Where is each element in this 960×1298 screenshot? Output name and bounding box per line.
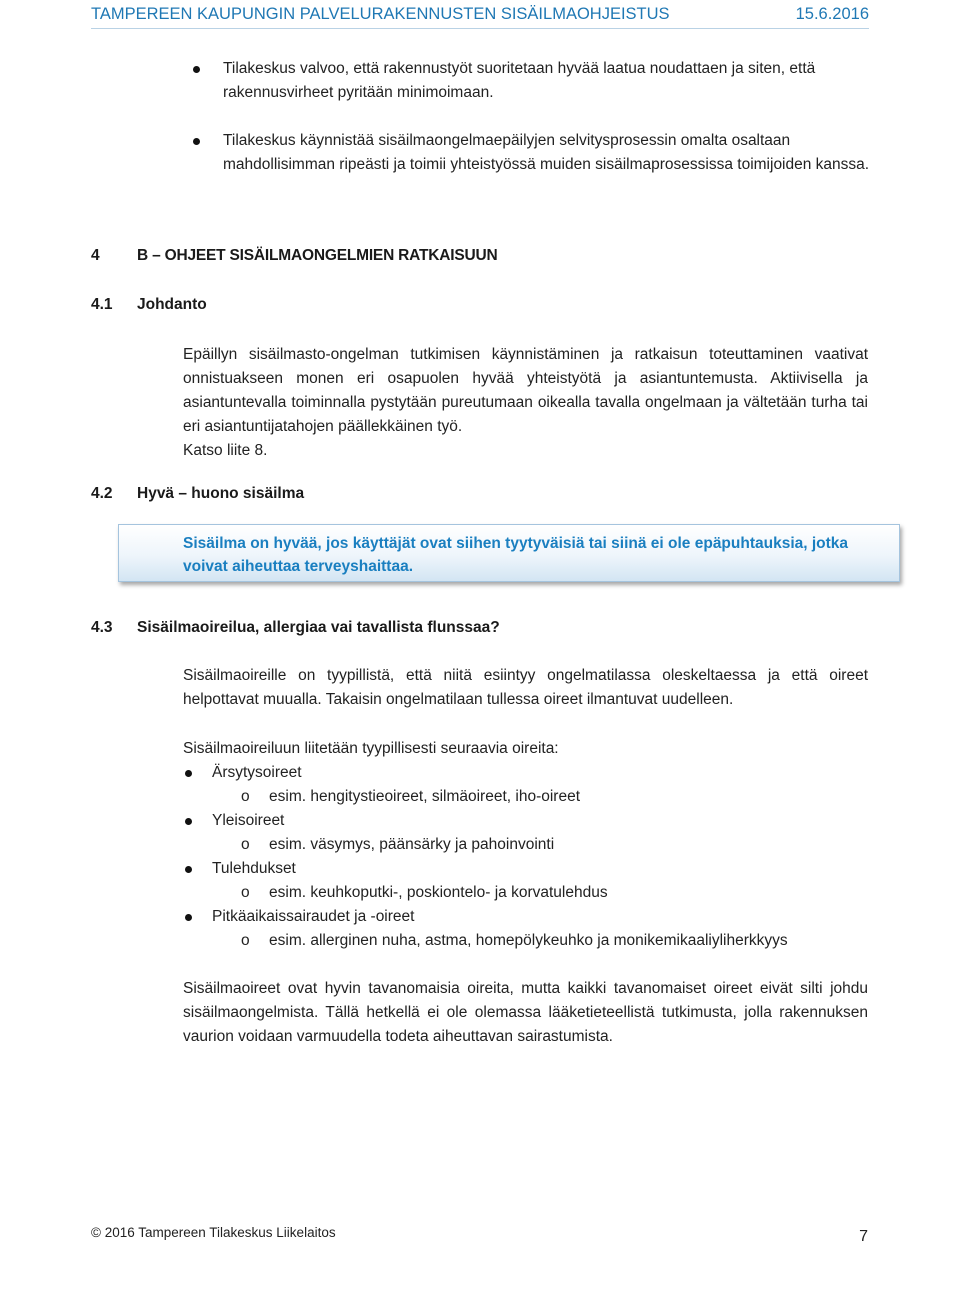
section-title: Hyvä – huono sisäilma [137, 485, 305, 502]
list-item [183, 857, 873, 881]
symptom-label: Pitkäaikaissairaudet ja -oireet [212, 908, 415, 925]
section-title: Johdanto [137, 296, 207, 313]
header-title: TAMPEREEN KAUPUNGIN PALVELURAKENNUSTEN SISÄILMAOHJEISTUS [91, 4, 670, 23]
symptoms-list-intro: Sisäilmaoireiluun liitetään tyypillisesti seuraavia oireita: [183, 740, 559, 757]
section-number: 4.1 [91, 296, 113, 313]
list-item [183, 905, 873, 929]
header-date: 15.6.2016 [795, 4, 869, 23]
page-header [91, 2, 869, 26]
section-4-heading [91, 247, 498, 265]
symptom-example: esim. allerginen nuha, astma, homepölykeuhko ja monikemikaaliyliherkkyys [269, 932, 788, 949]
list-item [190, 129, 870, 177]
footer-copyright: © 2016 Tampereen Tilakeskus Liikelaitos [91, 1225, 336, 1240]
symptoms-list [183, 761, 873, 953]
symptom-example: esim. väsymys, päänsärky ja pahoinvointi [269, 836, 555, 853]
section-title: Sisäilmaoireilua, allergiaa vai tavallista flunssaa? [137, 619, 500, 636]
bullet-text: Tilakeskus käynnistää sisäilmaongelmaepäilyjen selvitysprosessin omalta osaltaan mahdollisimman ripeästi ja toimii yhteistyössä muiden sisäilmaprosessissa toimijoiden kanssa. [223, 132, 870, 173]
symptoms-paragraph: Sisäilmaoireille on tyypillistä, että niitä esiintyy ongelmatilassa oleskeltaessa ja että oireet helpottavat muualla. Takaisin ongelmatilaan tullessa oireet ilmantuvat uudelleen. [183, 667, 868, 708]
list-item [183, 761, 873, 785]
section-4-3-heading [91, 619, 500, 637]
sub-bullet-icon: o [241, 932, 250, 949]
symptom-example: esim. keuhkoputki-, poskiontelo- ja korvatulehdus [269, 884, 608, 901]
sub-list-item [183, 785, 873, 809]
sub-list-item [183, 881, 873, 905]
section-number: 4.3 [91, 619, 113, 636]
symptom-label: Ärsytysoireet [212, 764, 302, 781]
callout-text: Sisäilma on hyvää, jos käyttäjät ovat siihen tyytyväisiä tai siinä ei ole epäpuhtauksia, jotka voivat aiheuttaa terveyshaittaa. [183, 535, 849, 575]
bullet-icon [185, 770, 192, 777]
section-number: 4.2 [91, 485, 113, 502]
bullet-icon [193, 138, 200, 145]
symptom-label: Yleisoireet [212, 812, 285, 829]
sub-list-item [183, 929, 873, 953]
intro-text: Epäillyn sisäilmasto-ongelman tutkimisen käynnistäminen ja ratkaisun toteuttaminen vaativat onnistuakseen monen eri osapuolen hyvää yhteistyötä ja asiantuntemusta. Aktiivisella ja asiantuntevalla toiminnalla pystytään pureutumaan oikealla tavalla ongelmaan ja vältetään turha tai eri asiantuntijatahojen päällekkäinen työ. [183, 346, 868, 435]
appendix-reference: Katso liite 8. [183, 442, 268, 459]
section-number: 4 [91, 247, 100, 264]
list-item [183, 809, 873, 833]
section-4-2-heading [91, 485, 304, 503]
sub-list-item [183, 833, 873, 857]
sub-bullet-icon: o [241, 788, 250, 805]
section-title: B – OHJEET SISÄILMAONGELMIEN RATKAISUUN [137, 247, 498, 264]
section-4-1-heading [91, 296, 207, 314]
closing-paragraph: Sisäilmaoireet ovat hyvin tavanomaisia oireita, mutta kaikki tavanomaiset oireet eivät silti johdu sisäilmaongelmista. Tällä hetkellä ei ole olemassa lääketieteellistä tutkimusta, jolla rakennuksen vaurion voidaan varmuudella todeta aiheuttavan sairastumista. [183, 980, 868, 1045]
definition-callout [118, 524, 900, 582]
page-number: 7 [859, 1228, 868, 1245]
sub-bullet-icon: o [241, 836, 250, 853]
bullet-text: Tilakeskus valvoo, että rakennustyöt suoritetaan hyvää laatua noudattaen ja siten, että rakennusvirheet pyritään minimoimaan. [223, 60, 816, 101]
sub-bullet-icon: o [241, 884, 250, 901]
bullet-icon [185, 914, 192, 921]
header-divider [91, 28, 869, 29]
bullet-icon [185, 866, 192, 873]
list-item [190, 57, 870, 105]
bullet-icon [185, 818, 192, 825]
top-bullet-list [190, 57, 870, 177]
bullet-icon [193, 66, 200, 73]
symptom-example: esim. hengitystieoireet, silmäoireet, iho-oireet [269, 788, 580, 805]
intro-paragraph [183, 343, 868, 463]
symptom-label: Tulehdukset [212, 860, 296, 877]
